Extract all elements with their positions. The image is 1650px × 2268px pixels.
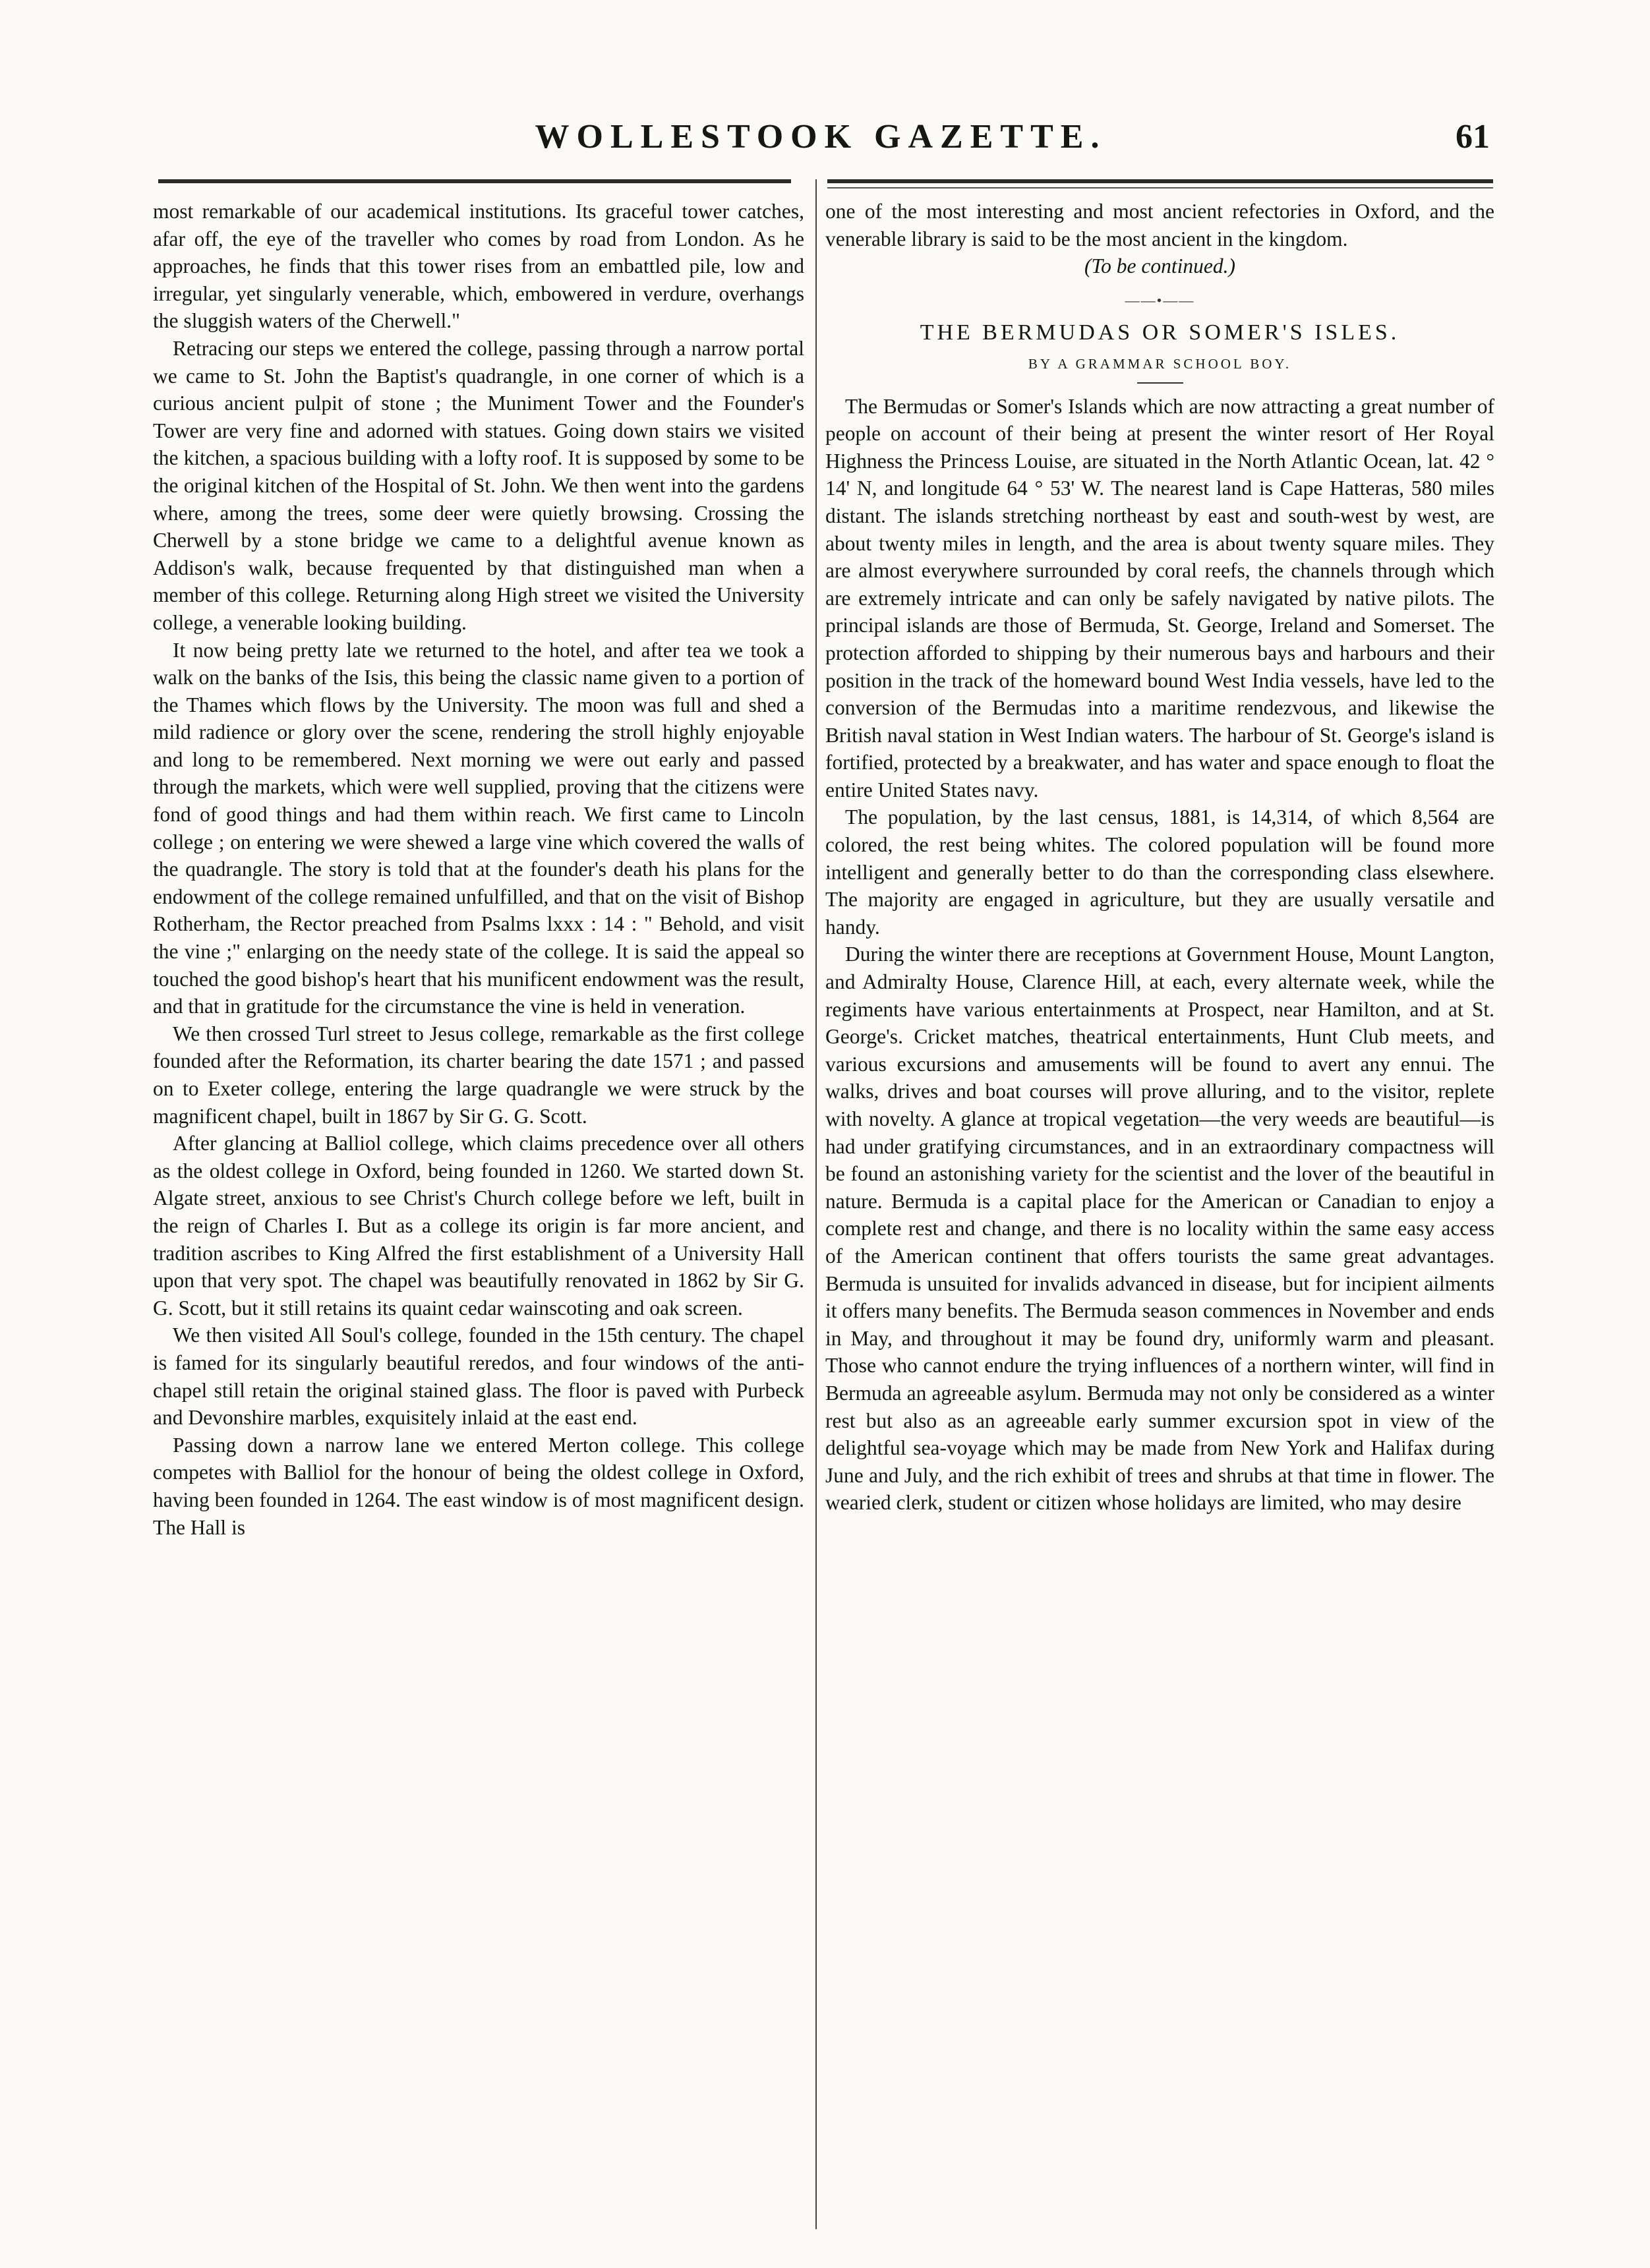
paragraph: During the winter there are receptions at Government House, Mount Langton, and Admiralty House, Clarence Hill, at each, every alternate week, while the regiments have various entertainments at Prospect, near Hamilton, and at St. George's. Cricket matches, theatrical entertainments, Hunt Club meets, and various excursions and amusements will be found to avert any ennui. The walks, drives and boat courses will prove alluring, and to the visitor, replete with novelty. A glance at tropical vegetation—the very weeds are beautiful—is had under gratifying circumstances, and in an extraordinary compactness will be found an astonishing variety for the scientist and the lover of the beautiful in nature. Bermuda is a capital place for the American or Canadian to enjoy a complete rest and change, and there is no locality within the same easy access of the American continent that offers tourists the same great advantages. Bermuda is unsuited for invalids advanced in disease, but for incipient ailments it offers many benefits. The Bermuda season commences in November and ends in May, and throughout it may be found dry, uniformly warm and pleasant. Those who cannot endure the trying influences of a northern winter, will find in Bermuda an agreeable asylum. Bermuda may not only be considered as a winter rest but also as an agreeable early summer excursion spot in view of the delightful sea-voyage which may be made from New York and Halifax during June and July, and the rich exhibit of trees and shrubs at that time in flower. The wearied clerk, student or citizen whose holidays are limited, who may desire [825,943,1494,1515]
byline-rule [1137,382,1183,384]
paragraph: We then visited All Soul's college, founded in the 15th century. The chapel is famed for its singularly beautiful reredos, and four windows of the anti-chapel still retain the original stained glass. The floor is paved with Purbeck and Devonshire marbles, exquisitely inlaid at the east end. [153,1323,804,1430]
continuation-paragraph: one of the most interesting and most ancient refectories in Oxford, and the venerable library is said to be the most ancient in the kingdom. [825,200,1494,250]
left-column [153,198,804,1541]
article-byline: BY A GRAMMAR SCHOOL BOY. [1028,355,1292,372]
paragraph: It now being pretty late we returned to the hotel, and after tea we took a walk on the banks of the Isis, this being the classic name given to a portion of the Thames which flows by the University. The moon was full and shed a mild radience or glory over the scene, rendering the stroll highly enjoyable and long to be remembered. Next morning we were out early and passed through the markets, which were well supplied, proving that the citizens were fond of good things and had them within reach. We first came to Lincoln college ; on entering we were shewed a large vine which covered the walls of the quadrangle. The story is told that at the founder's death his plans for the endowment of the college remained unfulfilled, and that on the visit of Bishop Rotherham, the Rector preached from Psalms lxxx : 14 : " Behold, and visit the vine ;" enlarging on the needy state of the college. It is said the appeal so touched the good bishop's heart that his munificent endowment was the result, and that in gratitude for the circumstance the vine is held in veneration. [153,638,804,1018]
paragraph: We then crossed Turl street to Jesus college, remarkable as the first college founded after the Reformation, its charter bearing the date 1571 ; and passed on to Exeter college, entering the large quadrangle we were struck by the magnificent chapel, built in 1867 by Sir G. G. Scott. [153,1022,804,1128]
masthead [152,117,1490,177]
section-ornament: ——•—— [1125,291,1195,308]
paragraph: Retracing our steps we entered the college, passing through a narrow portal we came to St. John the Baptist's quadrangle, in one corner of which is a curious ancient pulpit of stone ; the Muniment Tower and the Founder's Tower are very fine and adorned with statues. Going down stairs we visited the kitchen, a spacious building with a lofty roof. It is supposed by some to be the original kitchen of the Hospital of St. John. We then went into the gardens where, among the trees, some deer were quietly browsing. Crossing the Cherwell by a stone bridge we came to a delightful avenue known as Addison's walk, because frequented by that distinguished man when a member of this college. Returning along High street we visited the University college, a venerable looking building. [153,336,804,634]
newspaper-title: WOLLESTOOK GAZETTE. [535,118,1107,156]
paragraph: The population, by the last census, 1881, is 14,314, of which 8,564 are colored, the rest being whites. The colored population will be found more intelligent and generally better to do than the corresponding class elsewhere. The majority are engaged in agriculture, but they are usually versatile and handy. [825,805,1494,939]
paragraph: The Bermudas or Somer's Islands which are now attracting a great number of people on account of their being at present the winter resort of Her Royal Highness the Princess Louise, are situated in the North Atlantic Ocean, lat. 42 ° 14' N, and longitude 64 ° 53' W. The nearest land is Cape Hatteras, 580 miles distant. The islands stretching northeast by east and south-west by west, are about twenty miles in length, and the area is about twenty square miles. They are almost everywhere surrounded by coral reefs, the channels through which are extremely intricate and can only be safely navigated by native pilots. The principal islands are those of Bermuda, St. George, Ireland and Somerset. The protection afforded to shipping by their numerous bays and harbours and their position in the track of the homeward bound West India vessels, have led to the conversion of the Bermudas into a maritime rendezvous, and likewise the British naval station in West Indian waters. The harbour of St. George's island is fortified, protected by a breakwater, and has water and space enough to float the entire United States navy. [825,394,1494,801]
paragraph: Passing down a narrow lane we entered Merton college. This college competes with Balliol for the honour of being the oldest college in Oxford, having been founded in 1264. The east window is of most magnificent design. The Hall is [153,1433,804,1539]
header-rule-right-thin [827,187,1493,189]
paragraph: After glancing at Balliol college, which claims precedence over all others as the oldest college in Oxford, being founded in 1260. We started down St. Algate street, anxious to see Christ's Church college before we left, built in the reign of Charles I. But as a college its origin is far more ancient, and tradition ascribes to King Alfred the first establishment of a University Hall upon that very spot. The chapel was beautifully renovated in 1862 by Sir G. G. Scott, but it still retains its quaint cedar wainscoting and oak screen. [153,1132,804,1320]
paragraph: most remarkable of our academical institutions. Its graceful tower catches, afar off, the eye of the traveller who comes by road from London. As he approaches, he finds that this tower rises from an embattled pile, low and irregular, yet singularly venerable, which, embowered in verdure, overhangs the sluggish waters of the Cherwell." [153,200,804,333]
header-rule-left [158,179,791,183]
column-separator [815,179,817,2229]
page-number: 61 [1456,118,1490,156]
to-be-continued-note: (To be continued.) [1084,254,1235,278]
article-title: THE BERMUDAS OR SOMER'S ISLES. [920,320,1400,345]
header-rule-right [827,179,1493,183]
right-column [825,198,1494,1517]
